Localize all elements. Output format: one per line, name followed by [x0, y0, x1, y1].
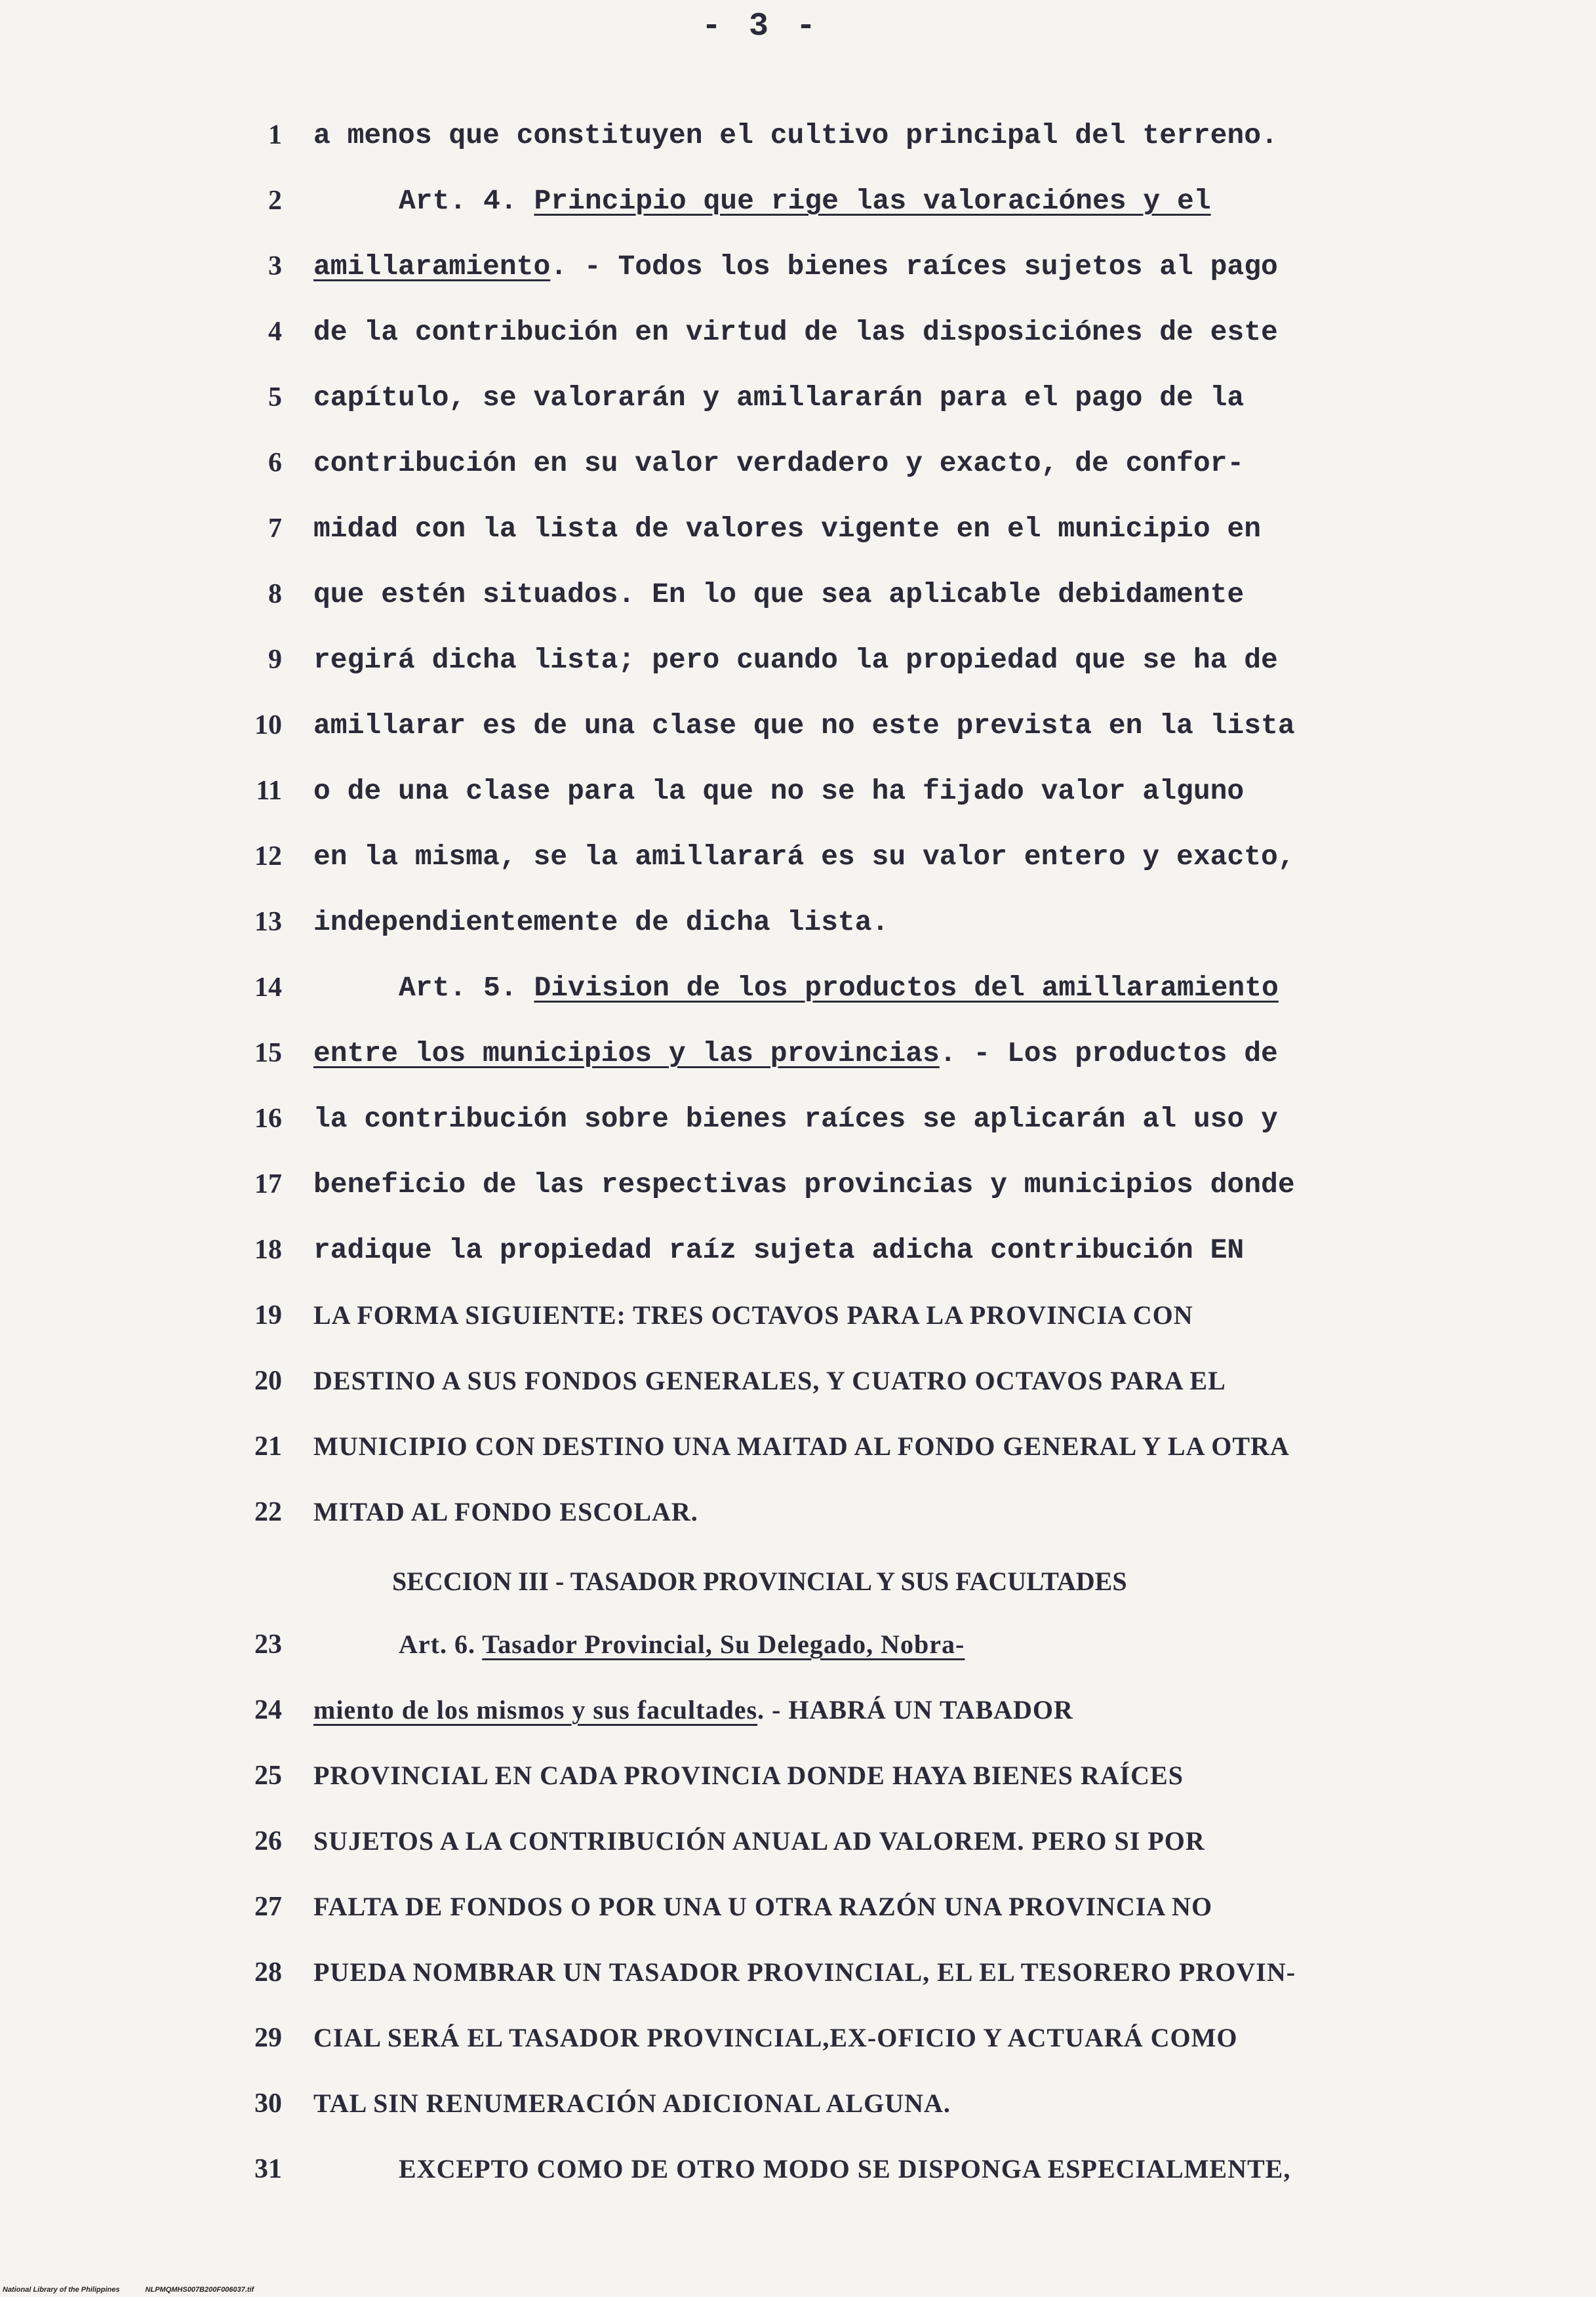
line-number: 25	[254, 1761, 282, 1791]
line-number: 4	[268, 317, 282, 347]
text-line	[0, 1365, 1596, 1431]
line-text	[313, 382, 1244, 414]
line-text	[313, 2088, 951, 2119]
text-segment: independientemente de dicha lista.	[313, 906, 889, 938]
line-number: 12	[254, 841, 282, 871]
text-line	[0, 1826, 1596, 1891]
line-text	[313, 1234, 1244, 1266]
text-segment: midad con la lista de valores vigente en el municipio en	[313, 513, 1262, 545]
text-segment: . - Todos los bienes raíces sujetos al pago	[550, 250, 1278, 283]
line-text	[313, 1037, 1278, 1069]
line-number: 21	[254, 1431, 282, 1462]
line-number: 11	[256, 776, 282, 806]
text-segment: LA FORMA SIGUIENTE: TRES OCTAVOS PARA LA PROVINCIA CON	[313, 1300, 1193, 1330]
line-number: 20	[254, 1366, 282, 1396]
line-text	[313, 1496, 698, 1527]
line-number: 30	[254, 2088, 282, 2119]
line-text	[313, 2022, 1238, 2053]
line-number: 26	[254, 1826, 282, 1856]
text-segment: Art. 4.	[399, 185, 534, 217]
line-number: 18	[254, 1235, 282, 1265]
underlined-heading-text: amillaramiento	[313, 250, 551, 283]
text-line	[0, 972, 1596, 1037]
text-segment: CIAL SERÁ EL TASADOR PROVINCIAL,EX-OFICIO Y ACTUARÁ COMO	[313, 2023, 1238, 2052]
text-line	[0, 709, 1596, 775]
text-segment: SUJETOS A LA CONTRIBUCIÓN ANUAL AD VALOREM. PERO SI POR	[313, 1826, 1205, 1856]
line-number: 15	[254, 1038, 282, 1068]
line-number: 27	[254, 1892, 282, 1922]
line-number: 8	[268, 579, 282, 609]
text-line	[0, 1168, 1596, 1234]
line-text	[313, 775, 1244, 807]
text-line	[0, 906, 1596, 972]
line-number: 10	[254, 710, 282, 740]
line-text	[313, 578, 1244, 610]
text-line	[0, 119, 1596, 185]
text-line	[0, 2153, 1596, 2219]
text-segment: MUNICIPIO CON DESTINO UNA MAITAD AL FONDO GENERAL Y LA OTRA	[313, 1431, 1290, 1461]
text-segment: a menos que constituyen el cultivo principal del terreno.	[313, 119, 1278, 151]
line-number: 22	[254, 1497, 282, 1527]
line-text	[313, 1957, 1296, 1987]
text-segment: . - Los productos de	[939, 1037, 1278, 1069]
text-line	[0, 1694, 1596, 1760]
text-segment: la contribución sobre bienes raíces se aplicarán al uso y	[313, 1103, 1278, 1135]
text-line	[0, 382, 1596, 447]
line-text	[313, 447, 1244, 479]
line-text	[313, 185, 1211, 217]
text-segment: beneficio de las respectivas provincias y municipios donde	[313, 1168, 1295, 1201]
line-number: 13	[254, 907, 282, 937]
line-text	[313, 1694, 1073, 1725]
line-number: 19	[254, 1300, 282, 1330]
line-text	[313, 1826, 1205, 1856]
line-number: 7	[268, 513, 282, 544]
text-segment: PUEDA NOMBRAR UN TASADOR PROVINCIAL, EL EL TESORERO PROVIN-	[313, 1957, 1296, 1987]
text-segment: Art. 6.	[399, 1629, 483, 1659]
text-line	[0, 2088, 1596, 2153]
text-line	[0, 1431, 1596, 1496]
page-number: - 3 -	[702, 8, 820, 45]
text-line	[0, 1037, 1596, 1103]
text-segment: o de una clase para la que no se ha fijado valor alguno	[313, 775, 1245, 807]
line-number: 14	[254, 972, 282, 1003]
line-text	[313, 1365, 1226, 1396]
line-number: 1	[268, 120, 282, 150]
line-text	[313, 513, 1261, 545]
line-number: 6	[268, 448, 282, 478]
line-text	[313, 1103, 1278, 1135]
underlined-heading-text: entre los municipios y las provincias	[313, 1037, 940, 1069]
text-line	[0, 447, 1596, 513]
line-number: 2	[268, 186, 282, 216]
line-number: 3	[268, 251, 282, 281]
line-number: 5	[268, 382, 282, 412]
line-text	[313, 644, 1278, 676]
line-text	[313, 1300, 1193, 1330]
line-text	[313, 1629, 965, 1660]
underlined-heading-text: Tasador Provincial, Su Delegado, Nobra-	[482, 1629, 965, 1659]
text-segment: de la contribución en virtud de las disposiciónes de este	[313, 316, 1278, 348]
line-number: 31	[254, 2154, 282, 2184]
text-segment: TAL SIN RENUMERACIÓN ADICIONAL ALGUNA.	[313, 2088, 951, 2118]
text-line	[0, 1760, 1596, 1826]
line-text	[313, 1168, 1295, 1201]
text-segment: Art. 5.	[399, 972, 534, 1004]
line-text	[313, 709, 1295, 742]
text-line	[0, 1496, 1596, 1562]
underlined-heading-text: miento de los mismos y sus facultades	[313, 1695, 758, 1725]
text-line	[0, 2022, 1596, 2088]
line-number: 16	[254, 1104, 282, 1134]
text-line	[0, 316, 1596, 382]
text-line	[0, 1300, 1596, 1365]
text-line	[0, 841, 1596, 906]
text-segment: . - HABRÁ UN TABADOR	[757, 1695, 1073, 1725]
text-line	[0, 644, 1596, 709]
text-segment: FALTA DE FONDOS O POR UNA U OTRA RAZÓN UNA PROVINCIA NO	[313, 1892, 1213, 1921]
line-text	[313, 2153, 1290, 2184]
file-id: NLPMQMHS007B200F006037.tif	[145, 2286, 254, 2294]
line-text	[313, 1431, 1290, 1462]
text-line	[0, 1629, 1596, 1694]
line-text	[313, 906, 888, 938]
line-text	[313, 119, 1278, 151]
text-segment: amillarar es de una clase que no este prevista en la lista	[313, 709, 1295, 742]
text-segment: MITAD AL FONDO ESCOLAR.	[313, 1497, 698, 1527]
line-text	[313, 841, 1295, 873]
line-text	[313, 972, 1279, 1004]
section-heading: SECCION III - TASADOR PROVINCIAL Y SUS FACULTADES	[392, 1567, 1127, 1596]
text-segment: en la misma, se la amillarará es su valor entero y exacto,	[313, 841, 1295, 873]
library-credit: National Library of the Philippines	[3, 2286, 120, 2294]
text-segment: capítulo, se valorarán y amillararán para el pago de la	[313, 382, 1245, 414]
text-line	[0, 578, 1596, 644]
line-number: 17	[254, 1169, 282, 1199]
text-line	[0, 1957, 1596, 2022]
text-line	[0, 513, 1596, 578]
text-segment: que estén situados. En lo que sea aplicable debidamente	[313, 578, 1245, 610]
text-segment: regirá dicha lista; pero cuando la propiedad que se ha de	[313, 644, 1278, 676]
text-line	[0, 250, 1596, 316]
line-number: 29	[254, 2023, 282, 2053]
text-line	[0, 1891, 1596, 1957]
text-line	[0, 775, 1596, 841]
line-text	[313, 316, 1278, 348]
line-text	[313, 1760, 1184, 1791]
line-text	[313, 1891, 1212, 1922]
text-segment: contribución en su valor verdadero y exacto, de confor-	[313, 447, 1245, 479]
line-number: 9	[268, 645, 282, 675]
text-segment: radique la propiedad raíz sujeta adicha contribución EN	[313, 1234, 1245, 1266]
text-line	[0, 185, 1596, 250]
scan-footer	[3, 2286, 277, 2294]
line-number: 24	[254, 1695, 282, 1725]
line-number: 23	[254, 1629, 282, 1660]
underlined-heading-text: Principio que rige las valoraciónes y el	[534, 185, 1211, 217]
line-number: 28	[254, 1957, 282, 1987]
text-segment: DESTINO A SUS FONDOS GENERALES, Y CUATRO OCTAVOS PARA EL	[313, 1366, 1226, 1395]
text-line	[0, 1234, 1596, 1300]
line-text	[313, 250, 1278, 283]
text-segment: EXCEPTO COMO DE OTRO MODO SE DISPONGA ESPECIALMENTE,	[399, 2154, 1291, 2184]
underlined-heading-text: Division de los productos del amillaramiento	[534, 972, 1279, 1004]
text-line	[0, 1103, 1596, 1168]
text-segment: PROVINCIAL EN CADA PROVINCIA DONDE HAYA BIENES RAÍCES	[313, 1761, 1184, 1790]
